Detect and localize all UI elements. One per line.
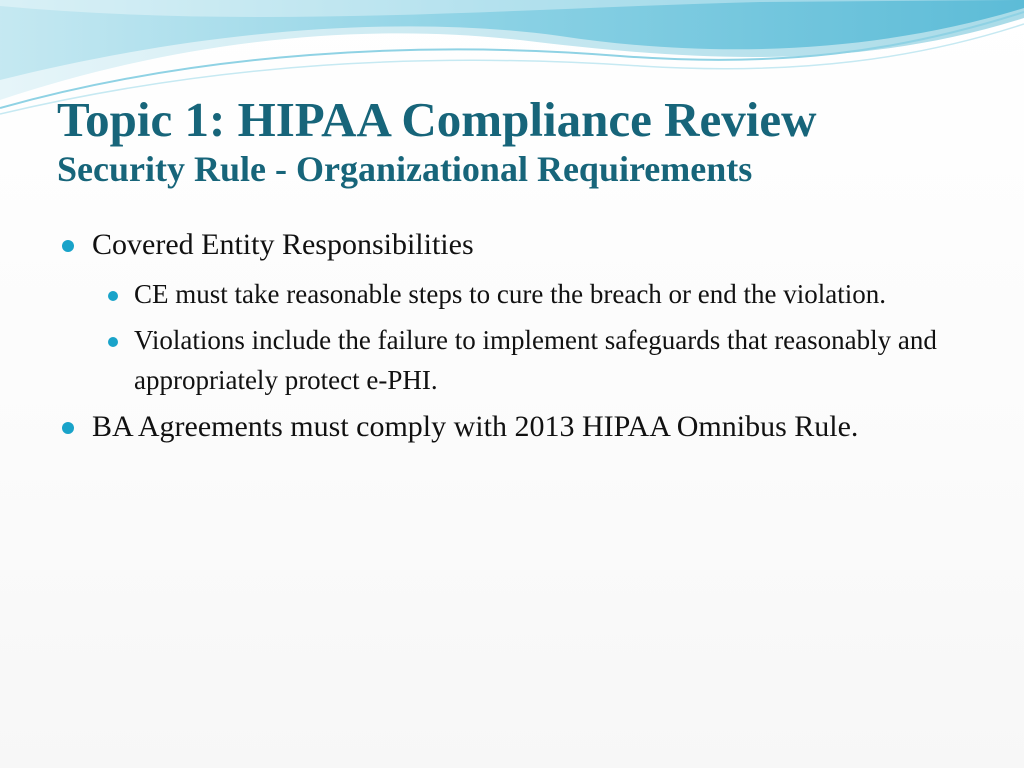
- bullet-item: [62, 226, 962, 400]
- sub-bullet-list: [92, 274, 962, 400]
- sub-bullet-item: [92, 320, 962, 400]
- slide-title: Topic 1: HIPAA Compliance Review: [57, 92, 817, 147]
- bullet-list: [62, 226, 962, 446]
- bullet-dot-icon: [108, 291, 118, 301]
- sub-bullet-text: CE must take reasonable steps to cure the breach or end the violation.: [134, 279, 887, 309]
- sub-bullet-text: Violations include the failure to implement safeguards that reasonably and appropriately protect e-PHI.: [134, 325, 937, 395]
- title-block: [57, 92, 997, 190]
- bullet-dot-icon: [62, 240, 74, 252]
- bullet-dot-icon: [108, 337, 118, 347]
- sub-bullet-item: [92, 274, 962, 314]
- bullet-item: [62, 408, 962, 446]
- slide-body: [62, 226, 962, 454]
- slide-subtitle: Security Rule - Organizational Requirements: [57, 149, 753, 189]
- bullet-text: Covered Entity Responsibilities: [92, 228, 474, 261]
- bullet-dot-icon: [62, 422, 74, 434]
- bullet-text: BA Agreements must comply with 2013 HIPAA Omnibus Rule.: [92, 410, 859, 443]
